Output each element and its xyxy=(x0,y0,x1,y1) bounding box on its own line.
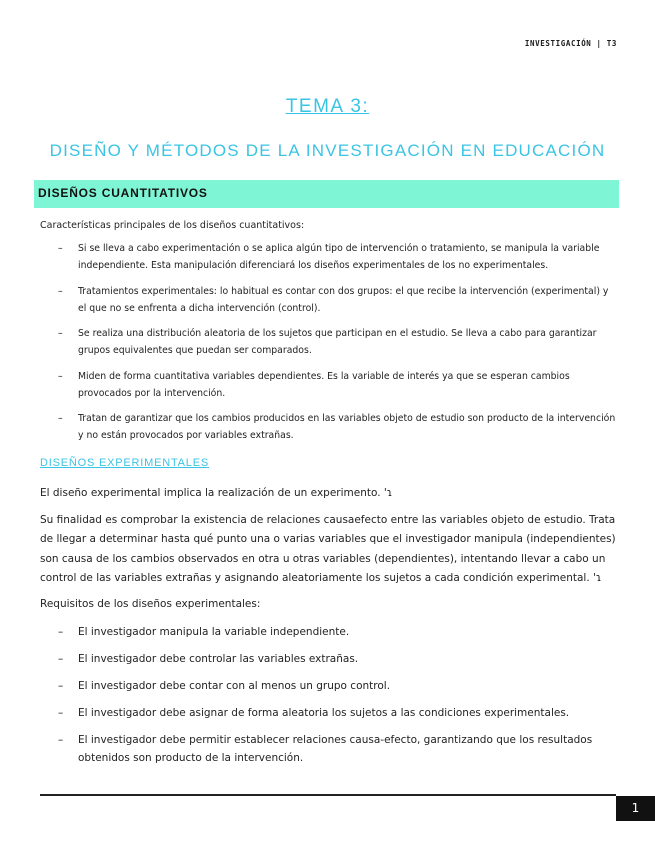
section-intro: Características principales de los diseños cuantitativos: xyxy=(40,220,305,231)
requirements-intro: Requisitos de los diseños experimentales: xyxy=(40,598,261,610)
list-item-text: El investigador debe contar con al menos un grupo control. xyxy=(78,680,391,692)
list-item-text: El investigador manipula la variable independiente. xyxy=(78,626,350,638)
dash-bullet: – xyxy=(58,413,63,424)
list-item xyxy=(58,368,618,402)
section-heading-bar xyxy=(34,180,619,208)
list-item-text: El investigador debe permitir establecer relaciones causa-efecto, garantizando que los resultados obtenidos son producto de la intervención. xyxy=(78,734,593,764)
subsection-heading: DISEÑOS EXPERIMENTALES xyxy=(40,457,209,469)
list-item xyxy=(58,731,618,767)
paragraph-intro: El diseño experimental implica la realización de un experimento. ꞌɿ xyxy=(40,487,393,499)
dash-bullet: – xyxy=(58,285,63,297)
topic-subtitle: DISEÑO Y MÉTODOS DE LA INVESTIGACIÓN EN EDUCACIÓN xyxy=(49,141,606,160)
list-item-text: El investigador debe controlar las variables extrañas. xyxy=(78,653,359,665)
list-item xyxy=(58,283,618,317)
dash-bullet: – xyxy=(58,653,64,665)
list-item xyxy=(58,677,618,695)
list-item xyxy=(58,410,618,444)
page-number: 1 xyxy=(616,796,655,821)
requirements-list xyxy=(58,623,618,776)
list-item-text: Se realiza una distribución aleatoria de los sujetos que participan en el estudio. Se lleva a cabo para garantizar grupos equivalentes que puedan ser comparados. xyxy=(78,328,597,356)
footer-rule xyxy=(40,794,616,796)
list-item xyxy=(58,623,618,641)
topic-title: TEMA 3: xyxy=(285,96,370,117)
dash-bullet: – xyxy=(58,626,64,638)
list-item-text: Miden de forma cuantitativa variables dependientes. Es la variable de interés ya que se esperan cambios provocados por la intervención. xyxy=(78,370,570,399)
dash-bullet: – xyxy=(58,328,63,339)
list-item xyxy=(58,704,618,722)
list-item-text: El investigador debe asignar de forma aleatoria los sujetos a las condiciones experimentales. xyxy=(78,707,570,719)
header-tag: INVESTIGACIÓN | T3 xyxy=(524,39,617,48)
dash-bullet: – xyxy=(58,680,64,692)
dash-bullet: – xyxy=(58,243,63,254)
list-item xyxy=(58,325,618,359)
dash-bullet: – xyxy=(58,707,64,719)
paragraph-purpose: Su finalidad es comprobar la existencia de relaciones causaefecto entre las variables objeto de estudio. Trata de llegar a determinar hasta qué punto una o varias variables que el investigador manipula (independientes) son causa de los cambios observados en otra u otras variables (dependientes), intentando llevar a cabo un control de las variables extrañas y asignando aleatoriamente los sujetos a cada condición experimental. ꞌɿ xyxy=(40,514,616,584)
list-item-text: Tratamientos experimentales: lo habitual es contar con dos grupos: el que recibe la intervención (experimental) y el que no se enfrenta a dicha intervención (control). xyxy=(78,285,609,314)
list-item xyxy=(58,240,618,274)
list-item xyxy=(58,650,618,668)
dash-bullet: – xyxy=(58,370,63,382)
dash-bullet: – xyxy=(58,734,64,746)
list-item-text: Tratan de garantizar que los cambios producidos en las variables objeto de estudio son producto de la intervención y no están provocados por variables extrañas. xyxy=(78,413,616,441)
characteristics-list xyxy=(58,240,618,453)
list-item-text: Si se lleva a cabo experimentación o se aplica algún tipo de intervención o tratamiento, se manipula la variable independiente. Esta manipulación diferenciará los diseños experimentales de los no experimentales. xyxy=(78,243,600,271)
section-heading: DISEÑOS CUANTITATIVOS xyxy=(38,186,208,200)
